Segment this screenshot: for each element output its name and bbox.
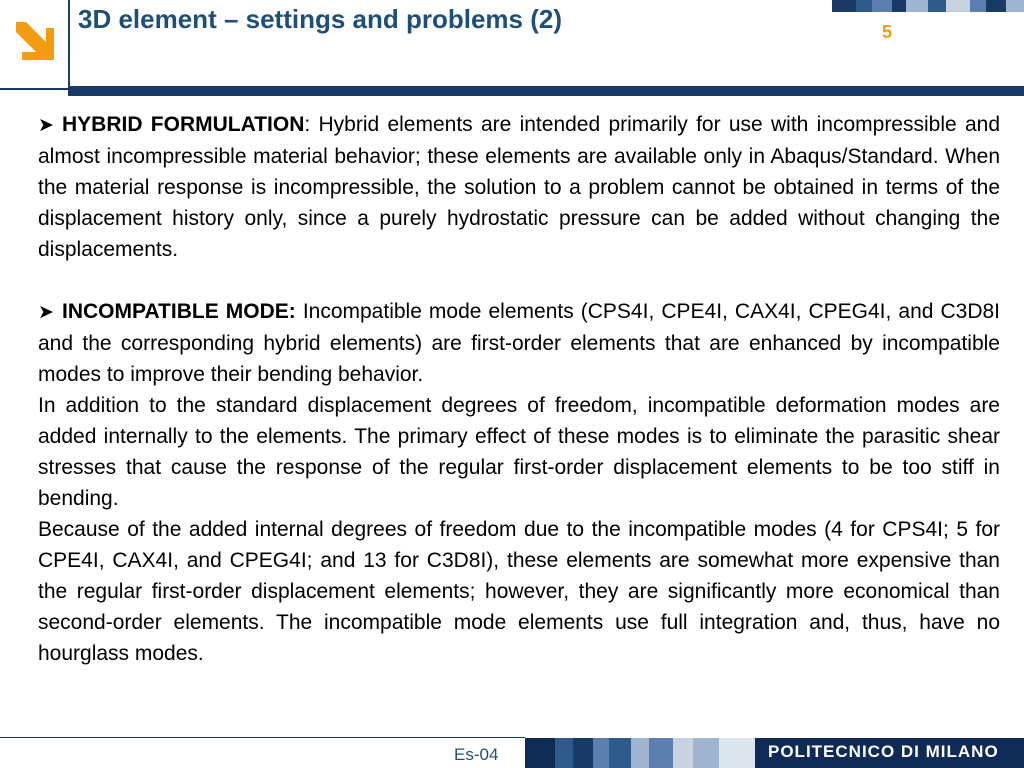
incompatible-mode-heading: INCOMPATIBLE MODE: (62, 300, 296, 323)
header-rule-left (0, 88, 68, 90)
incompatible-mode-detail-paragraph: In addition to the standard displacement degrees of freedom, incompatible deformation modes are added internally to the elements. The primary effect of these modes is to eliminate the parasitic shear stresses that cause the response of the regular first-order displacement elements to be too stiff in bending. (38, 394, 1000, 510)
incompatible-mode-cost-paragraph: Because of the added internal degrees of freedom due to the incompatible modes (4 for CPS4I; 5 for CPE4I, CAX4I, and CPEG4I; and 13 for C3D8I), these elements are somewhat more expensive than the regular first-order displacement elements; however, they are significantly more economical than second-order elements. The incompatible mode elements use full integration and, thus, have no hourglass modes. (38, 518, 1000, 665)
arrowhead-bullet-icon: ➤ (38, 302, 54, 323)
arrowhead-bullet-icon: ➤ (38, 115, 54, 136)
header-rule (68, 86, 1024, 96)
slide-body (38, 109, 1000, 669)
hybrid-formulation-text: Hybrid elements are intended primarily for use with incompressible and almost incompressible material behavior; these elements are available only in Abaqus/Standard. When the material response is incompressible, the solution to a problem cannot be obtained in terms of the displacement history only, since a purely hydrostatic pressure can be added without changing the displacements. (38, 113, 1000, 261)
header-divider (68, 0, 70, 88)
footer-decoration-stripes (525, 738, 755, 768)
page-title: 3D element – settings and problems (2) (78, 4, 563, 34)
hybrid-formulation-heading: HYBRID FORMULATION (62, 113, 305, 136)
logo (0, 0, 68, 88)
header-decoration-stripes (832, 0, 1024, 12)
hybrid-formulation-paragraph (38, 109, 1000, 265)
brand-name: POLITECNICO DI MILANO (768, 742, 999, 761)
footer-rule (0, 737, 525, 738)
footer-code: Es-04 (454, 745, 499, 764)
page-number: 5 (882, 22, 893, 42)
hybrid-formulation-separator: : (304, 113, 311, 136)
orange-arrow-logo-icon (12, 18, 58, 64)
incompatible-mode-text: Incompatible mode elements (CPS4I, CPE4I, CAX4I, CPEG4I, and C3D8I and the corresponding hybrid elements) are first-order elements that are enhanced by incompatible modes to improve their bending behavior. (38, 300, 1000, 386)
incompatible-mode-paragraph (38, 296, 1000, 390)
